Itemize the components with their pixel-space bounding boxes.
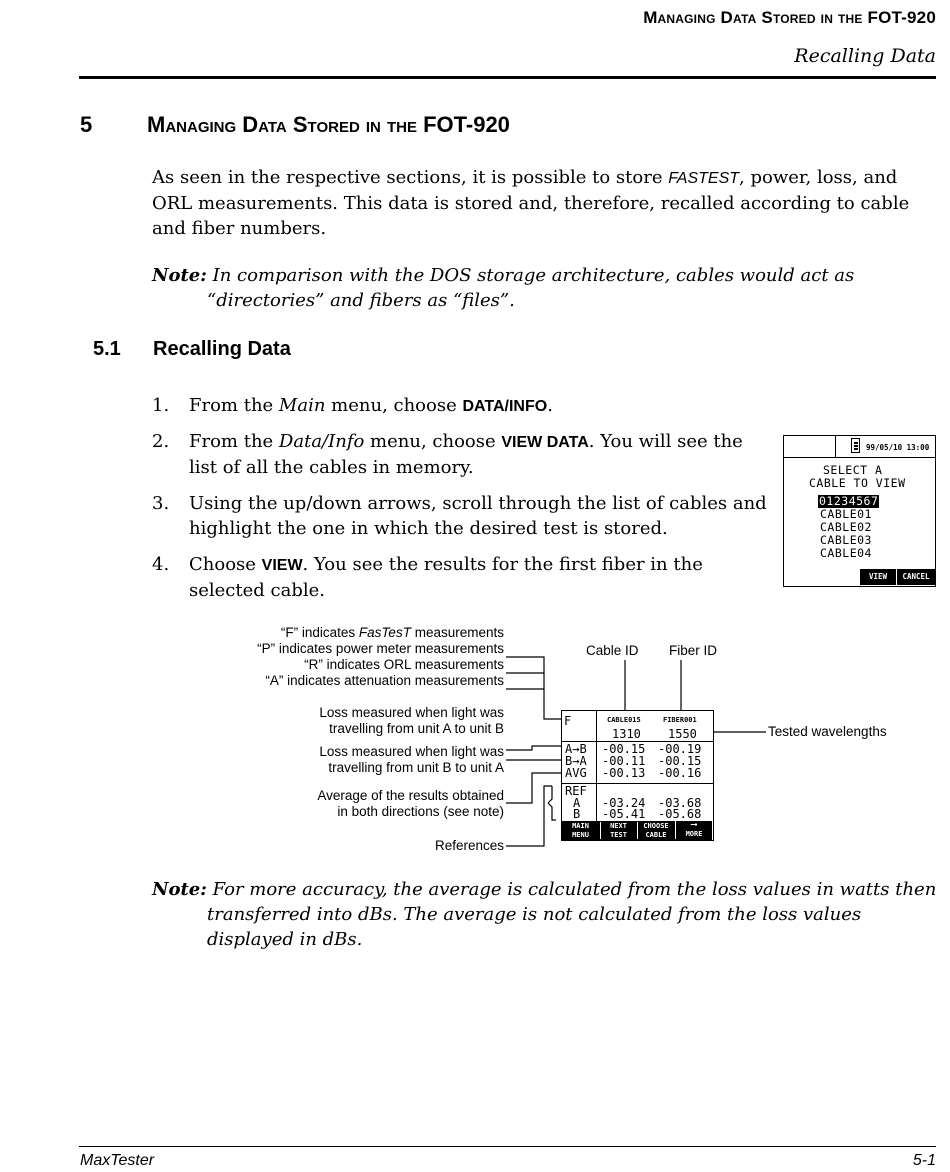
fiber-id-value: FIBER001 — [663, 716, 697, 724]
step-text: Choose — [189, 554, 262, 575]
reference-value: -03.24 — [602, 796, 646, 810]
section-number: 5.1 — [93, 338, 121, 360]
note-line-3: displayed in dBs. — [207, 929, 363, 950]
step-text: . — [547, 395, 553, 416]
callout-average-line-1: Average of the results obtained — [317, 788, 504, 803]
ui-command: VIEW — [261, 557, 303, 574]
chapter-number: 5 — [80, 112, 93, 137]
page-number: 5-1 — [912, 1152, 936, 1169]
callout-b-to-a-line-2: travelling from unit B to unit A — [328, 760, 504, 775]
step-text: list of all the cables in memory. — [189, 457, 474, 478]
step-number: 3. — [152, 493, 170, 514]
measurement-mode-indicator: F — [564, 714, 572, 728]
softkey-label: NEXT — [610, 822, 627, 830]
callout-a-indicator: “A” indicates attenuation measurements — [265, 673, 504, 688]
note-line-2: transferred into dBs. The average is not calculated from the loss values — [207, 904, 862, 925]
ui-command: VIEW DATA — [501, 434, 589, 451]
screen-prompt-2: CABLE TO VIEW — [809, 476, 906, 490]
more-softkey[interactable] — [675, 821, 712, 839]
screen-datetime: 99/05/10 13:00 — [866, 443, 930, 452]
reference-value: -05.41 — [602, 807, 646, 821]
cable-list-item[interactable]: CABLE01 — [820, 507, 872, 521]
step-text: highlight the one in which the desired test is stored. — [189, 518, 668, 539]
step-text: . You will see the — [588, 431, 743, 452]
loss-value: -00.11 — [602, 754, 646, 768]
note-label: Note: — [152, 879, 207, 900]
main-menu-softkey[interactable] — [563, 822, 598, 839]
chapter-title: Managing Data Stored in the FOT-920 — [147, 112, 510, 137]
note-label: Note: — [152, 265, 207, 286]
reference-label: REF — [565, 784, 587, 798]
callout-a-to-b-line-1: Loss measured when light was — [319, 705, 504, 720]
running-header-subtitle: Recalling Data — [794, 45, 936, 67]
intro-text-a: As seen in the respective sections, it is possible to store — [152, 167, 669, 188]
step-number: 4. — [152, 554, 170, 575]
fastest-term: FASTEST — [668, 170, 740, 187]
step-number: 1. — [152, 395, 170, 416]
row-label-b-to-a: B→A — [565, 754, 587, 768]
reference-value: -03.68 — [658, 796, 702, 810]
ui-command: DATA/INFO — [462, 398, 548, 415]
note-accuracy — [152, 877, 942, 952]
cancel-softkey[interactable]: CANCEL — [897, 569, 935, 585]
cable-list-item[interactable]: CABLE02 — [820, 520, 872, 534]
softkey-label: MORE — [685, 830, 703, 838]
softkey-label: TEST — [610, 830, 627, 839]
callout-text: measurements — [410, 625, 504, 640]
footer-rule — [79, 1146, 936, 1147]
cable-list-item[interactable]: CABLE03 — [820, 533, 872, 547]
callout-a-to-b-line-2: travelling from unit A to unit B — [329, 721, 504, 736]
view-softkey[interactable]: VIEW — [860, 569, 896, 585]
menu-name: Data/Info — [278, 431, 365, 452]
menu-name: Main — [278, 395, 326, 416]
footer-product-name: MaxTester — [80, 1152, 155, 1169]
step-number: 2. — [152, 431, 170, 452]
callout-fiber-id: Fiber ID — [669, 643, 718, 658]
callout-r-indicator: “R” indicates ORL measurements — [304, 657, 504, 672]
step-text: Using the up/down arrows, scroll through the list of cables and — [189, 493, 767, 514]
reference-value: -05.68 — [658, 807, 702, 821]
wavelength-2: 1550 — [668, 727, 697, 741]
results-screen — [561, 710, 714, 841]
reference-b-label: B — [573, 807, 581, 821]
loss-value: -00.15 — [658, 754, 702, 768]
running-header-title: Managing Data Stored in the FOT-920 — [643, 8, 936, 27]
choose-cable-softkey[interactable] — [637, 822, 674, 839]
row-label-average: AVG — [565, 766, 587, 780]
cable-id-value: CABLE015 — [607, 716, 641, 724]
step-text: menu, choose — [325, 395, 463, 416]
step-text: From the — [189, 395, 279, 416]
screen-divider — [596, 711, 597, 821]
note-line-1: For more accuracy, the average is calculated from the loss values in watts then — [212, 879, 937, 900]
callout-text: FasTesT — [358, 625, 411, 640]
note-line-2: “directories” and fibers as “files”. — [207, 290, 515, 311]
cable-list-item[interactable]: CABLE04 — [820, 546, 872, 560]
note-line-1: In comparison with the DOS storage architecture, cables would act as — [212, 265, 855, 286]
softkey-label: MAIN — [572, 822, 589, 830]
reference-a-label: A — [573, 796, 581, 810]
softkey-label: CHOOSE — [643, 822, 669, 830]
callout-f-indicator — [281, 625, 504, 641]
callout-tested-wavelengths: Tested wavelengths — [768, 724, 887, 739]
cable-list-item-selected[interactable]: 01234567 — [819, 494, 879, 508]
loss-value: -00.13 — [602, 766, 646, 780]
callout-average-line-2: in both directions (see note) — [337, 804, 504, 819]
callout-p-indicator: “P” indicates power meter measurements — [257, 641, 504, 656]
loss-value: -00.16 — [658, 766, 702, 780]
step-text: From the — [189, 431, 279, 452]
next-test-softkey[interactable] — [600, 822, 636, 839]
callout-cable-id: Cable ID — [586, 643, 639, 658]
intro-text-b: , power, loss, and ORL measurements. This data is stored and, therefore, recalled according to cable and fiber numbers. — [152, 167, 910, 239]
softkey-label: CABLE — [645, 830, 667, 839]
callout-text: “F” indicates — [280, 625, 359, 640]
row-label-a-to-b: A→B — [565, 742, 587, 756]
callout-references: References — [434, 838, 504, 853]
wavelength-1: 1310 — [612, 727, 641, 741]
section-title: Recalling Data — [153, 338, 291, 360]
loss-value: -00.19 — [658, 742, 702, 756]
arrow-right-icon: ⟶ — [691, 820, 697, 830]
step-text: selected cable. — [189, 580, 325, 601]
step-text: menu, choose — [364, 431, 502, 452]
callout-b-to-a-line-1: Loss measured when light was — [319, 744, 504, 759]
loss-value: -00.15 — [602, 742, 646, 756]
step-text: . You see the results for the first fiber in the — [302, 554, 703, 575]
softkey-label: MENU — [572, 830, 589, 839]
screen-prompt-1: SELECT A — [823, 463, 883, 477]
